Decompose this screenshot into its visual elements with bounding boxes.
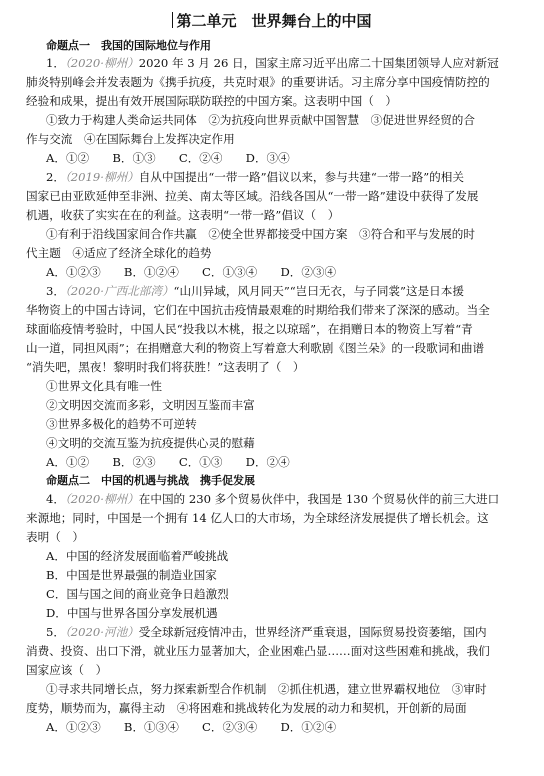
- question-5: 5．（2020·河池）受全球新冠疫情冲击，世界经济严重衰退，国际贸易投资萎缩，国内: [46, 625, 487, 639]
- question-4: 4．（2020·柳州）在中国的 230 多个贸易伙伴中，我国是 130 个贸易伙伴的前三大进口: [46, 492, 500, 506]
- question-options: ①寻求共同增长点，努力探索新型合作机制 ②抓住机遇，建立世界霸权地位 ③审时: [46, 682, 487, 696]
- answer-choices: A．①②③ B．①③④ C．②③④ D．①②④: [46, 720, 337, 734]
- answer-choice-d: D．中国与世界各国分享发展机遇: [46, 606, 218, 620]
- question-option: ④文明的交流互鉴为抗疫提供心灵的慰藉: [46, 436, 255, 450]
- question-source: （2019·柳州）: [64, 170, 139, 184]
- question-text: 国家已由亚欧延伸至非洲、拉美、南太等区域。沿线各国从“一带一路”建设中获得了发展: [26, 189, 479, 203]
- question-text: 机遇，收获了实实在在的利益。这表明“一带一路”倡议（ ）: [26, 208, 340, 222]
- unit-title: 第二单元 世界舞台上的中国: [0, 10, 544, 31]
- answer-choices: A．①② B．②③ C．①③ D．②④: [46, 455, 290, 469]
- question-source: （2020·广西北部湾）: [64, 284, 174, 298]
- question-text: 经验和成果，提出有效开展国际联防联控的中国方案。这表明中国（ ）: [26, 94, 398, 108]
- question-option: ③世界多极化的趋势不可逆转: [46, 417, 197, 431]
- question-text: 球面临疫情考验时，中国人民“投我以木桃，报之以琼瑶”，在捐赠日本的物资上写着“青: [26, 322, 473, 336]
- question-option: ②文明因交流而多彩，文明因互鉴而丰富: [46, 398, 255, 412]
- question-text: 表明（ ）: [26, 530, 84, 544]
- question-source: （2020·柳州）: [64, 492, 139, 506]
- question-text: 消费、投资、出口下滑，就业压力显著加大，企业困难凸显……面对这些困难和挑战，我们: [26, 644, 490, 658]
- question-source: （2020·柳州）: [64, 56, 139, 70]
- question-text: 肺炎特别峰会并发表题为《携手抗疫，共克时艰》的重要讲话。习主席分享中国疫情防控的: [26, 75, 490, 89]
- question-text: “消失吧，黑夜！黎明时我们将获胜！”这表明了（ ）: [26, 360, 305, 374]
- question-options: 代主题 ④适应了经济全球化的趋势: [26, 246, 212, 260]
- answer-choice-a: A．中国的经济发展面临着严峻挑战: [46, 549, 229, 563]
- question-3: 3．（2020·广西北部湾）“山川异域，风月同天”“岂曰无衣，与子同裳”这是日本援: [46, 284, 464, 298]
- question-source: （2020·河池）: [64, 625, 139, 639]
- question-option: ①世界文化具有唯一性: [46, 379, 162, 393]
- text-cursor: [172, 12, 173, 28]
- question-options: 作与交流 ④在国际舞台上发挥决定作用: [26, 132, 235, 146]
- question-text: 山一道，同担风雨”；在捐赠意大利的物资上写着意大利歌剧《图兰朵》的一段歌词和曲谱: [26, 341, 485, 355]
- question-text: 来源地；同时，中国是一个拥有 14 亿人口的大市场，为全球经济发展提供了增长机会。这: [26, 511, 489, 525]
- answer-choice-c: C．国与国之间的商业竞争日趋激烈: [46, 587, 229, 601]
- answer-choices: A．①② B．①③ C．②④ D．③④: [46, 151, 290, 165]
- answer-choice-b: B．中国是世界最强的制造业国家: [46, 568, 217, 582]
- question-text: 国家应该（ ）: [26, 663, 108, 677]
- topic-heading-2: 命题点二 中国的机遇与挑战 携手促发展: [46, 474, 255, 487]
- question-options: 度势，顺势而为，赢得主动 ④将困难和挑战转化为发展的动力和契机，开创新的局面: [26, 701, 467, 715]
- question-1: 1．（2020·柳州）2020 年 3 月 26 日，国家主席习近平出席二十国集团领导人应对新冠: [46, 56, 499, 70]
- question-text: 华物资上的中国古诗词，它们在中国抗击疫情最艰难的时期给我们带来了深深的感动。当全: [26, 303, 490, 317]
- question-2: 2．（2019·柳州）自从中国提出“一带一路”倡议以来，参与共建“一带一路”的相关: [46, 170, 464, 184]
- question-options: ①有利于沿线国家间合作共赢 ②使全世界都接受中国方案 ③符合和平与发展的时: [46, 227, 475, 241]
- topic-heading-1: 命题点一 我国的国际地位与作用: [46, 39, 211, 52]
- question-options: ①致力于构建人类命运共同体 ②为抗疫向世界贡献中国智慧 ③促进世界经贸的合: [46, 113, 475, 127]
- answer-choices: A．①②③ B．①②④ C．①③④ D．②③④: [46, 265, 337, 279]
